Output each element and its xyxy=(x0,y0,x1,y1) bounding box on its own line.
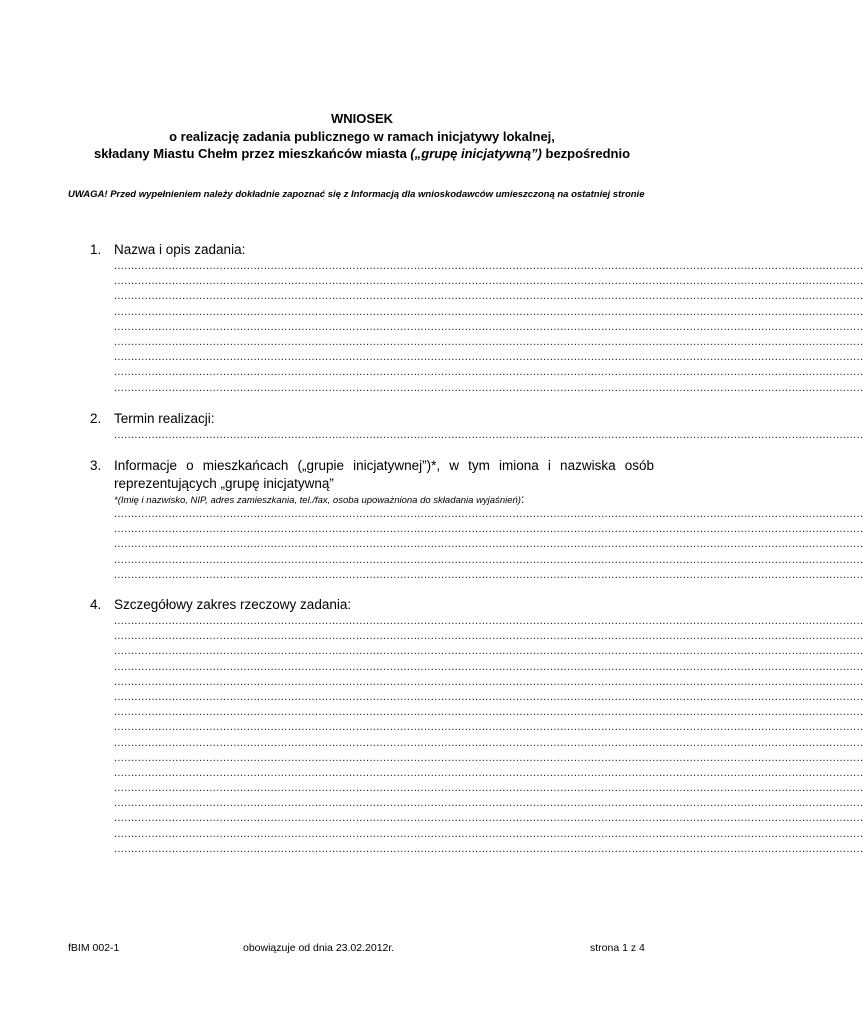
dotted-line[interactable]: ............................................................................................................................................................................................................................ xyxy=(114,305,863,318)
section-number: 3. xyxy=(90,458,102,473)
dotted-line[interactable]: ............................................................................................................................................................................................................................ xyxy=(114,736,863,749)
section-heading xyxy=(90,457,654,493)
dotted-line[interactable]: ............................................................................................................................................................................................................................ xyxy=(114,351,863,364)
section-heading xyxy=(90,410,654,428)
section-heading xyxy=(90,596,654,614)
dotted-line[interactable]: ............................................................................................................................................................................................................................ xyxy=(114,260,863,272)
dotted-line[interactable]: ............................................................................................................................................................................................................................ xyxy=(114,630,863,643)
dotted-line[interactable]: ............................................................................................................................................................................................................................ xyxy=(114,615,863,627)
section-note xyxy=(114,493,654,507)
dotted-line[interactable]: ............................................................................................................................................................................................................................ xyxy=(114,366,863,379)
footer-page-number: strona 1 z 4 xyxy=(590,942,645,954)
section-number: 4. xyxy=(90,597,102,612)
document-subtitle: o realizację zadania publicznego w ramach inicjatywy lokalnej, xyxy=(169,129,555,144)
dotted-line[interactable]: ............................................................................................................................................................................................................................ xyxy=(114,782,863,795)
dotted-line[interactable]: ............................................................................................................................................................................................................................ xyxy=(114,675,863,688)
dotted-line[interactable]: ............................................................................................................................................................................................................................ xyxy=(114,538,863,551)
answer-lines[interactable] xyxy=(90,507,863,583)
subtitle-prefix: składany Miastu Chełm przez mieszkańców miasta xyxy=(93,146,411,161)
dotted-line[interactable]: ............................................................................................................................................................................................................................ xyxy=(114,797,863,810)
document-subtitle-line2 xyxy=(0,145,724,163)
dotted-line[interactable]: ............................................................................................................................................................................................................................ xyxy=(114,766,863,779)
dotted-line[interactable]: ............................................................................................................................................................................................................................ xyxy=(114,751,863,764)
dotted-line[interactable]: ............................................................................................................................................................................................................................ xyxy=(114,275,863,288)
section-label: Nazwa i opis zadania: xyxy=(114,242,246,257)
section-3 xyxy=(90,457,863,583)
dotted-line[interactable]: ............................................................................................................................................................................................................................ xyxy=(114,320,863,333)
dotted-line[interactable]: ............................................................................................................................................................................................................................ xyxy=(114,335,863,348)
dotted-line[interactable]: ............................................................................................................................................................................................................................ xyxy=(114,508,863,520)
section-label: Termin realizacji: xyxy=(114,411,215,426)
section-heading xyxy=(90,241,654,259)
footer-valid-from: obowiązuje od dnia 23.02.2012r. xyxy=(243,942,395,954)
subtitle-italic: („grupę inicjatywną”) xyxy=(410,146,542,161)
answer-lines[interactable] xyxy=(90,428,863,443)
dotted-line[interactable]: ............................................................................................................................................................................................................................ xyxy=(114,290,863,303)
section-label: Szczegółowy zakres rzeczowy zadania: xyxy=(114,597,352,612)
dotted-line[interactable]: ............................................................................................................................................................................................................................ xyxy=(114,842,863,855)
section-2 xyxy=(90,410,863,443)
answer-lines[interactable] xyxy=(90,259,863,396)
subtitle-suffix: bezpośrednio xyxy=(541,146,631,161)
footer-form-code: fBIM 002-1 xyxy=(68,942,120,954)
section-label: Informacje o mieszkańcach („grupie inicjatywnej”)*, w tym imiona i nazwiska osób reprezentujących „grupę inicjatywną” xyxy=(114,458,654,491)
dotted-line[interactable]: ............................................................................................................................................................................................................................ xyxy=(114,706,863,719)
warning-note: UWAGA! Przed wypełnieniem należy dokładnie zapoznać się z Informacją dla wnioskodawców umieszczoną na ostatniej stronie xyxy=(68,189,645,200)
dotted-line[interactable]: ............................................................................................................................................................................................................................ xyxy=(114,523,863,536)
section-1 xyxy=(90,241,863,396)
dotted-line[interactable]: ............................................................................................................................................................................................................................ xyxy=(114,553,863,566)
dotted-line[interactable]: ............................................................................................................................................................................................................................ xyxy=(114,568,863,581)
dotted-line[interactable]: ............................................................................................................................................................................................................................ xyxy=(114,660,863,673)
document-title: WNIOSEK xyxy=(330,111,394,126)
section-number: 2. xyxy=(90,411,102,426)
section-4 xyxy=(90,596,863,857)
note-text: *(Imię i nazwisko, NIP, adres zamieszkania, tel./fax, osoba upoważniona do składania wyjaśnień) xyxy=(114,495,521,506)
dotted-line[interactable]: ............................................................................................................................................................................................................................ xyxy=(114,812,863,825)
note-suffix: : xyxy=(520,492,525,506)
dotted-line[interactable]: ............................................................................................................................................................................................................................ xyxy=(114,645,863,658)
dotted-line[interactable]: ............................................................................................................................................................................................................................ xyxy=(114,827,863,840)
dotted-line[interactable]: ............................................................................................................................................................................................................................ xyxy=(114,690,863,703)
dotted-line[interactable]: ............................................................................................................................................................................................................................ xyxy=(114,381,863,394)
dotted-line[interactable]: ............................................................................................................................................................................................................................ xyxy=(114,721,863,734)
answer-lines[interactable] xyxy=(90,614,863,857)
dotted-line[interactable]: ............................................................................................................................................................................................................................ xyxy=(114,429,863,441)
section-number: 1. xyxy=(90,242,102,257)
